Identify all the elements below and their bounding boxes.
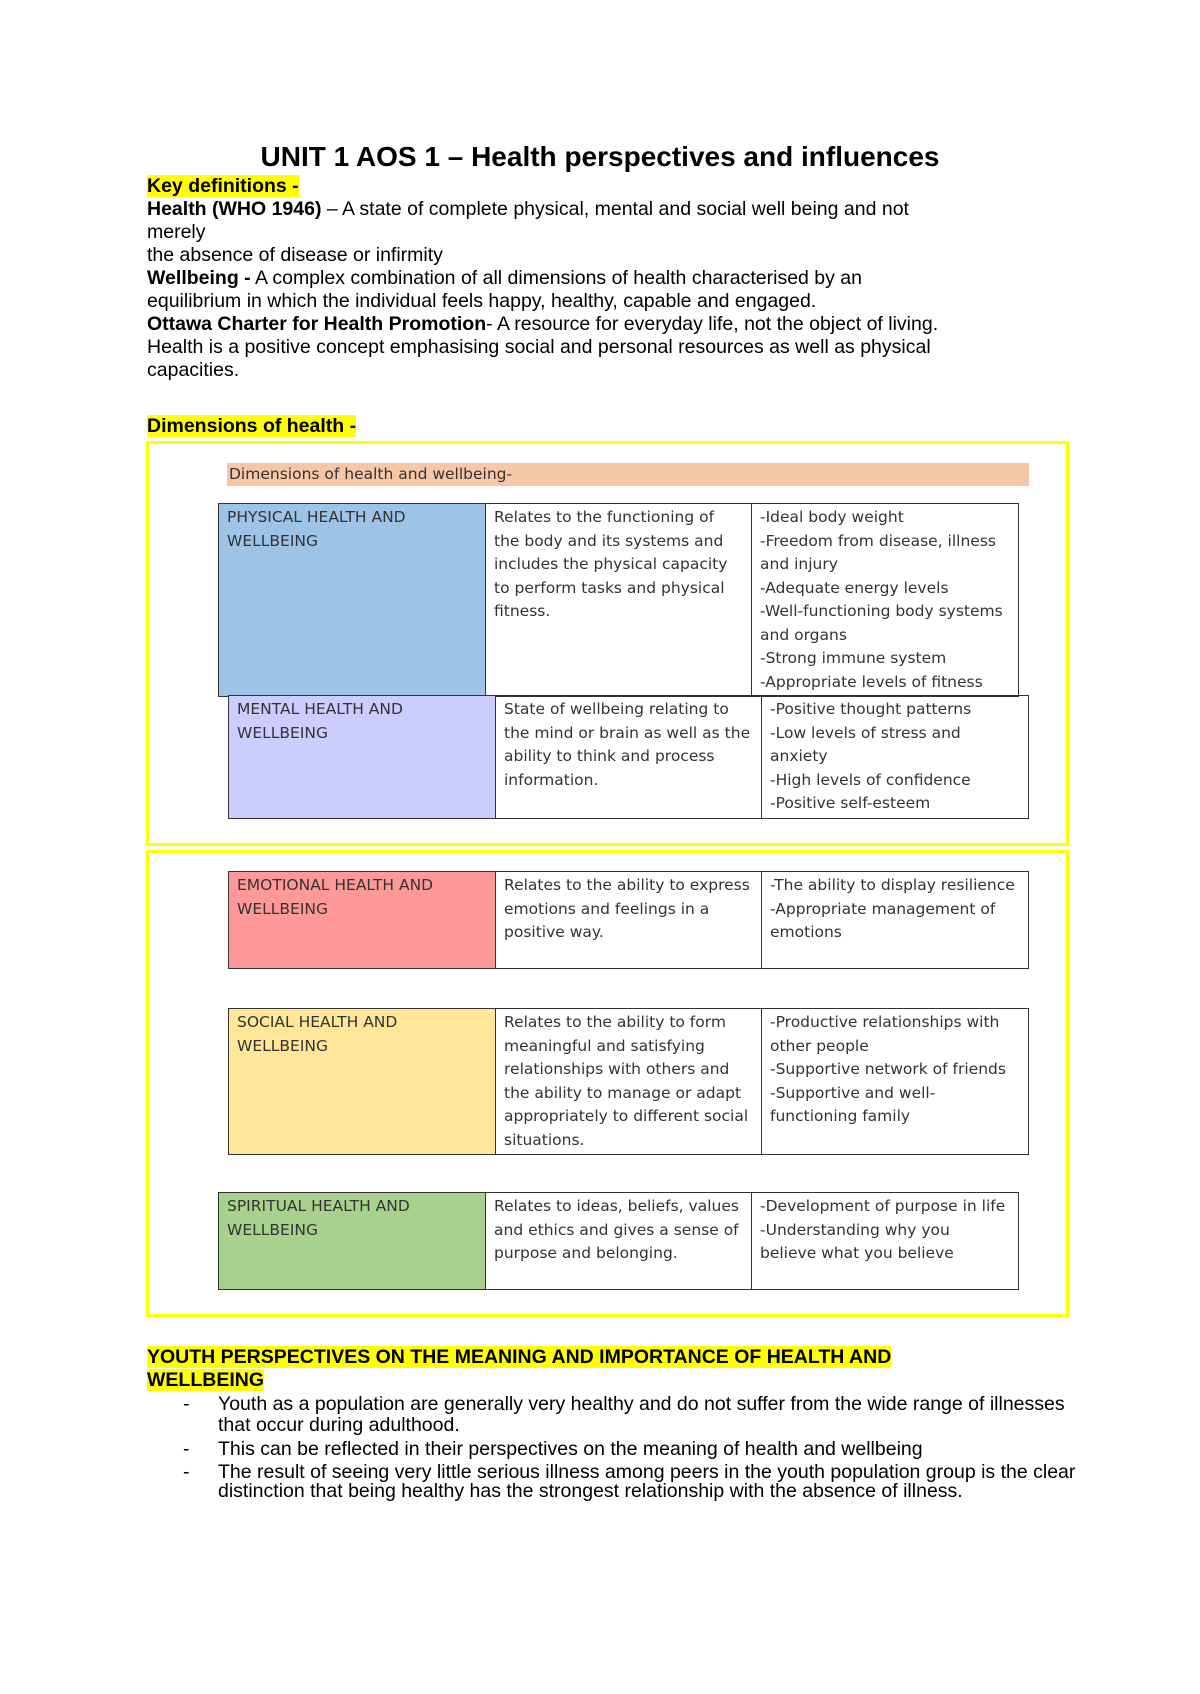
ottawa-definition-cont: capacities. bbox=[147, 359, 240, 381]
dimension-category: SOCIAL HEALTH AND WELLBEING bbox=[229, 1009, 496, 1155]
example-item: -Supportive network of friends bbox=[770, 1060, 1006, 1078]
dimension-table-emotional bbox=[228, 871, 1029, 969]
table-row bbox=[219, 504, 1019, 697]
example-item: -Strong immune system bbox=[760, 649, 947, 667]
dimension-table-social bbox=[228, 1008, 1029, 1155]
ottawa-definition-cont: Health is a positive concept emphasising social and personal resources as well as physical bbox=[147, 336, 931, 358]
youth-heading-line: WELLBEING bbox=[147, 1369, 264, 1391]
dimension-category: EMOTIONAL HEALTH AND WELLBEING bbox=[229, 872, 496, 969]
table-row bbox=[229, 696, 1029, 819]
table-row bbox=[229, 872, 1029, 969]
dimension-examples bbox=[752, 1193, 1019, 1290]
example-item: -Appropriate management of emotions bbox=[770, 899, 996, 941]
youth-heading-line: YOUTH PERSPECTIVES ON THE MEANING AND IMPORTANCE OF HEALTH AND bbox=[147, 1346, 892, 1368]
dimension-examples bbox=[762, 696, 1029, 819]
dimension-description: Relates to the ability to form meaningful and satisfying relationships with others and the ability to manage or adapt appropriately to different social situations. bbox=[496, 1009, 762, 1155]
dimensions-banner: Dimensions of health and wellbeing- bbox=[227, 463, 1029, 486]
table-row bbox=[219, 1193, 1019, 1290]
ottawa-definition: - A resource for everyday life, not the object of living. bbox=[486, 313, 939, 335]
example-item: -The ability to display resilience bbox=[770, 876, 1015, 894]
page-title: UNIT 1 AOS 1 – Health perspectives and influences bbox=[260, 141, 940, 172]
bullet-text: The result of seeing very little serious illness among peers in the youth population group is the clear distinction that being healthy has the strongest relationship with the absence of illness. bbox=[218, 1461, 1076, 1502]
dimension-category: MENTAL HEALTH AND WELLBEING bbox=[229, 696, 496, 819]
list-item bbox=[183, 1394, 1083, 1436]
wellbeing-definition: A complex combination of all dimensions of health characterised by an bbox=[250, 267, 863, 289]
bullet-marker: - bbox=[183, 1393, 190, 1415]
health-definition: – A state of complete physical, mental and social well being and not bbox=[321, 198, 909, 220]
wellbeing-definition-cont: equilibrium in which the individual feels happy, healthy, capable and engaged. bbox=[147, 290, 817, 312]
wellbeing-term: Wellbeing - bbox=[147, 267, 251, 289]
example-item: -Positive thought patterns bbox=[770, 700, 972, 718]
dimension-table-spiritual bbox=[218, 1192, 1019, 1290]
dimension-description: Relates to the functioning of the body and its systems and includes the physical capacity to perform tasks and physical fitness. bbox=[486, 504, 752, 697]
example-item: -Adequate energy levels bbox=[760, 578, 949, 597]
dimension-category: SPIRITUAL HEALTH AND WELLBEING bbox=[219, 1193, 486, 1290]
example-item: -Appropriate levels of fitness bbox=[760, 672, 983, 691]
example-item: -Well-functioning body systems and organs bbox=[760, 602, 1003, 644]
youth-heading bbox=[147, 1346, 1067, 1392]
example-item: -Understanding why you believe what you believe bbox=[760, 1220, 954, 1262]
key-definitions-section bbox=[147, 175, 1067, 382]
dimension-description: State of wellbeing relating to the mind or brain as well as the ability to think and process information. bbox=[496, 696, 762, 819]
example-item: -Ideal body weight bbox=[760, 508, 904, 526]
dimension-examples bbox=[762, 1009, 1029, 1155]
dimension-category: PHYSICAL HEALTH AND WELLBEING bbox=[219, 504, 486, 697]
bullet-marker: - bbox=[183, 1438, 190, 1460]
dimension-examples bbox=[752, 504, 1019, 697]
example-item: -Productive relationships with other people bbox=[770, 1013, 1000, 1055]
example-item: -Positive self-esteem bbox=[770, 794, 931, 812]
bullet-marker: - bbox=[183, 1461, 190, 1483]
example-item: -Supportive and well-functioning family bbox=[770, 1083, 936, 1125]
list-item bbox=[183, 1463, 1083, 1501]
youth-bullet-list bbox=[183, 1394, 1083, 1504]
ottawa-term: Ottawa Charter for Health Promotion bbox=[147, 313, 487, 335]
health-definition-cont: merely bbox=[147, 221, 206, 243]
key-definitions-heading: Key definitions - bbox=[147, 175, 299, 197]
example-item: -High levels of confidence bbox=[770, 770, 971, 789]
dimensions-heading: Dimensions of health - bbox=[147, 415, 357, 437]
health-term: Health (WHO 1946) bbox=[147, 198, 322, 220]
bullet-text: This can be reflected in their perspectives on the meaning of health and wellbeing bbox=[218, 1438, 923, 1460]
example-item: -Freedom from disease, illness and injury bbox=[760, 531, 996, 573]
dimension-description: Relates to the ability to express emotions and feelings in a positive way. bbox=[496, 872, 762, 969]
example-item: -Low levels of stress and anxiety bbox=[770, 723, 961, 765]
bullet-text: Youth as a population are generally very healthy and do not suffer from the wide range of illnesses that occur during adulthood. bbox=[218, 1393, 1065, 1436]
dimension-description: Relates to ideas, beliefs, values and ethics and gives a sense of purpose and belonging. bbox=[486, 1193, 752, 1290]
example-item: -Development of purpose in life bbox=[760, 1197, 1006, 1215]
table-row bbox=[229, 1009, 1029, 1155]
dimension-examples bbox=[762, 872, 1029, 969]
health-definition-cont: the absence of disease or infirmity bbox=[147, 244, 443, 266]
list-item bbox=[183, 1439, 1083, 1460]
dimension-table-physical bbox=[218, 503, 1019, 697]
dimension-table-mental bbox=[228, 695, 1029, 819]
